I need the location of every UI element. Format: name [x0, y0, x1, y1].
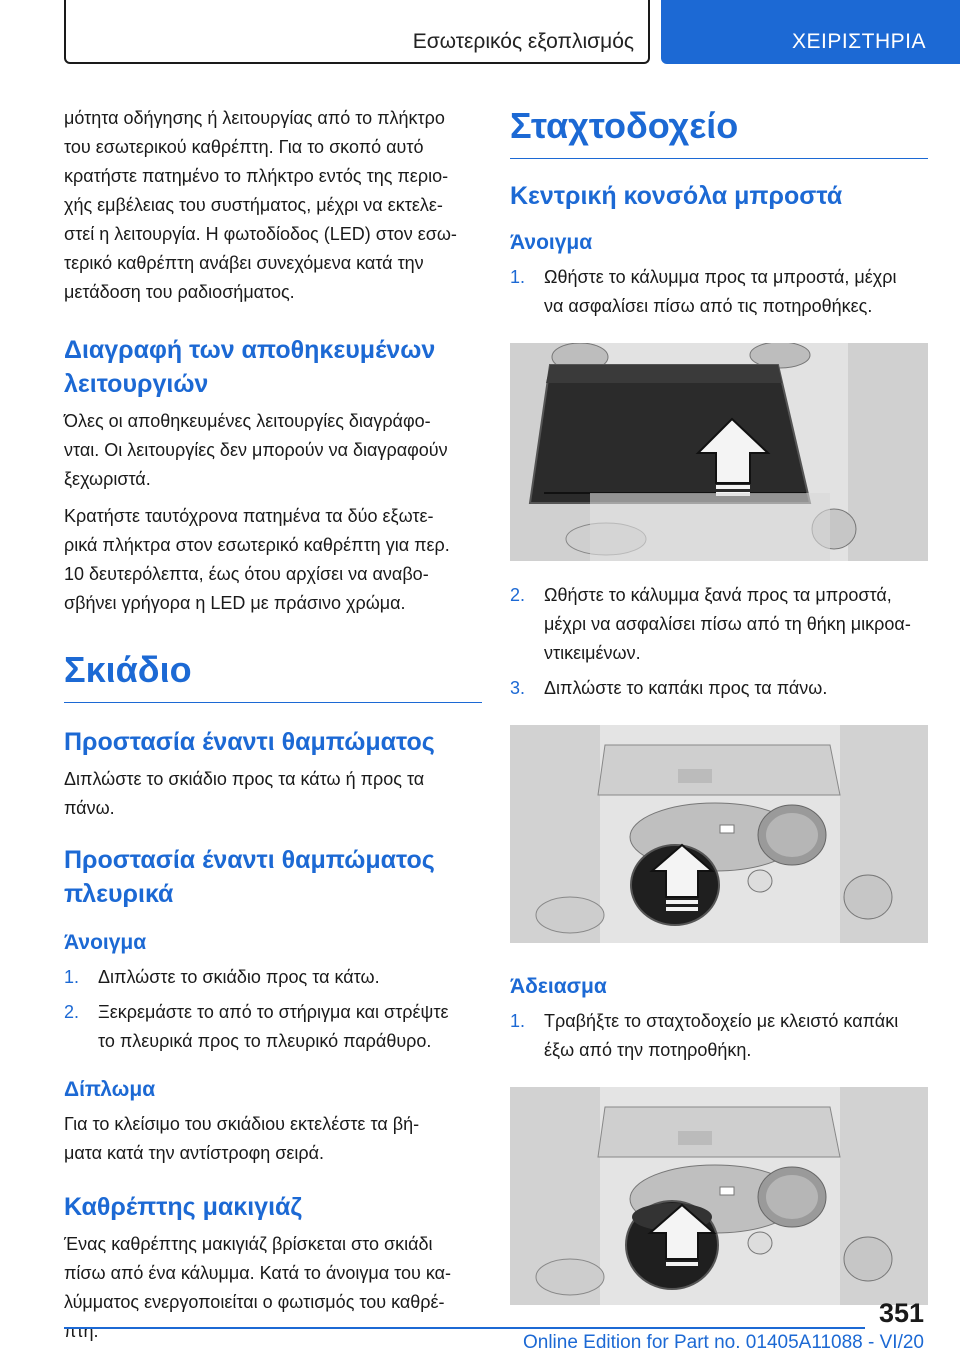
console-heading: Κεντρική κονσόλα μπροστά [510, 182, 843, 210]
opening-heading: Άνοιγμα [510, 231, 593, 254]
delete-heading [64, 333, 482, 401]
step-text [544, 263, 928, 321]
text-line: λύμματος ενεργοποιείται ο φωτισμός του καθρέ- [64, 1292, 445, 1312]
text-line: σβήνει γρήγορα η LED με πράσινο χρώμα. [64, 593, 406, 613]
chapter-title: ΧΕΙΡΙΣΤΗΡΙΑ [791, 30, 926, 53]
text-line: Όλες οι αποθηκευμένες λειτουργίες διαγράφο- [64, 411, 431, 431]
heading-line: πλευρικά [64, 880, 174, 908]
empty-steps-list [510, 1007, 928, 1065]
text-line: Ωθήστε το κάλυμμα προς τα μπροστά, μέχρι [544, 267, 897, 287]
right-column [510, 104, 928, 1305]
step-number: 3. [510, 678, 526, 698]
step-text [544, 1007, 928, 1065]
side-steps-list [64, 963, 482, 1056]
folding-paragraph [64, 1110, 482, 1168]
list-item [510, 674, 928, 703]
header-section-tab [64, 0, 650, 64]
header-chapter-tab [661, 0, 960, 64]
glare-side-heading [64, 843, 482, 911]
text-line: χής εμβέλειας του συστήματος, μέχρι να εκτελε- [64, 195, 443, 215]
text-line: πίσω από ένα κάλυμμα. Κατά το άνοιγμα του κα- [64, 1263, 452, 1283]
text-line: πτη. [64, 1321, 99, 1341]
text-line: μότητα οδήγησης ή λειτουργίας από το πλήκτρο [64, 108, 445, 128]
open-steps-list-continued [510, 581, 928, 703]
text-line: Διπλώστε το σκιάδιο προς τα κάτω ή προς τα [64, 769, 425, 789]
step-number: 1. [510, 267, 526, 287]
text-line: πάνω. [64, 798, 115, 818]
text-line: στεί η λειτουργία. Η φωτοδίοδος (LED) στον εσω- [64, 224, 457, 244]
glare-front-heading: Προστασία έναντι θαμπώματος [64, 728, 435, 756]
ashtray-cover-closed-illustration [510, 343, 928, 561]
sunvisor-title: Σκιάδιο [64, 648, 482, 703]
text-line: 10 δευτερόλεπτα, έως ότου αρχίσει να αναβο- [64, 564, 429, 584]
ashtray-removal-illustration [510, 1087, 928, 1305]
open-steps-list [510, 263, 928, 321]
edition-text: Online Edition for Part no. 01405A11088 - VI/20 [522, 1332, 924, 1353]
text-line: Κρατήστε ταυτόχρονα πατημένα τα δύο εξωτε- [64, 506, 434, 526]
step-text [98, 963, 482, 992]
text-line: Ωθήστε το κάλυμμα ξανά προς τα μπροστά, [544, 585, 892, 605]
text-line: νται. Οι λειτουργίες δεν μπορούν να διαγραφούν [64, 440, 448, 460]
text-line: Διπλώστε το σκιάδιο προς τα κάτω. [98, 967, 380, 987]
list-item [510, 263, 928, 321]
text-line: ξεχωριστά. [64, 469, 151, 489]
list-item [64, 963, 482, 992]
ashtray-lid-open-illustration [510, 725, 928, 943]
text-line: Για το κλείσιμο του σκιάδιου εκτελέστε τα βή- [64, 1114, 420, 1134]
left-column [64, 104, 482, 1346]
delete-paragraph-2 [64, 502, 482, 618]
ashtray-title: Σταχτοδοχείο [510, 104, 928, 159]
intro-paragraph [64, 104, 482, 307]
glare-front-paragraph [64, 765, 482, 823]
text-line: Τραβήξτε το σταχτοδοχείο με κλειστό καπάκι [544, 1011, 899, 1031]
step-number: 1. [64, 967, 80, 987]
text-line: τερικό καθρέπτη ανάβει συνεχόμενα κατά την [64, 253, 424, 273]
emptying-heading: Άδειασμα [510, 975, 607, 998]
opening-heading: Άνοιγμα [64, 931, 147, 954]
delete-paragraph-1 [64, 407, 482, 494]
list-item [510, 581, 928, 668]
page-number: 351 [878, 1298, 924, 1328]
section-title: Εσωτερικός εξοπλισμός [412, 30, 634, 53]
footer-divider [64, 1327, 865, 1329]
text-line: το πλευρικά προς το πλευρικό παράθυρο. [98, 1031, 432, 1051]
step-text [98, 998, 482, 1056]
step-number: 2. [64, 1002, 80, 1022]
text-line: έξω από την ποτηροθήκη. [544, 1040, 752, 1060]
step-text [544, 581, 928, 668]
text-line: του εσωτερικού καθρέπτη. Για το σκοπό αυτό [64, 137, 424, 157]
text-line: να ασφαλίσει πίσω από τις ποτηροθήκες. [544, 296, 873, 316]
text-line: ματα κατά την αντίστροφη σειρά. [64, 1143, 325, 1163]
vanity-heading: Καθρέπτης μακιγιάζ [64, 1193, 302, 1221]
list-item [64, 998, 482, 1056]
heading-line: Διαγραφή των αποθηκευμένων [64, 336, 436, 364]
folding-heading: Δίπλωμα [64, 1078, 156, 1101]
heading-line: Προστασία έναντι θαμπώματος [64, 846, 435, 874]
list-item [510, 1007, 928, 1065]
step-number: 2. [510, 585, 526, 605]
heading-line: λειτουργιών [64, 370, 209, 398]
text-line: Ένας καθρέπτης μακιγιάζ βρίσκεται στο σκιάδι [64, 1234, 433, 1254]
text-line: Ξεκρεμάστε το από το στήριγμα και στρέψτε [98, 1002, 449, 1022]
step-number: 1. [510, 1011, 526, 1031]
text-line: μετάδοση του ραδιοσήματος. [64, 282, 295, 302]
step-text [544, 674, 928, 703]
text-line: Διπλώστε το καπάκι προς τα πάνω. [544, 678, 828, 698]
text-line: κρατήστε πατημένο το πλήκτρο εντός της περιο- [64, 166, 449, 186]
text-line: ρικά πλήκτρα στον εσωτερικό καθρέπτη για περ. [64, 535, 450, 555]
text-line: μέχρι να ασφαλίσει πίσω από τη θήκη μικροα- [544, 614, 911, 634]
text-line: ντικειμένων. [544, 643, 641, 663]
